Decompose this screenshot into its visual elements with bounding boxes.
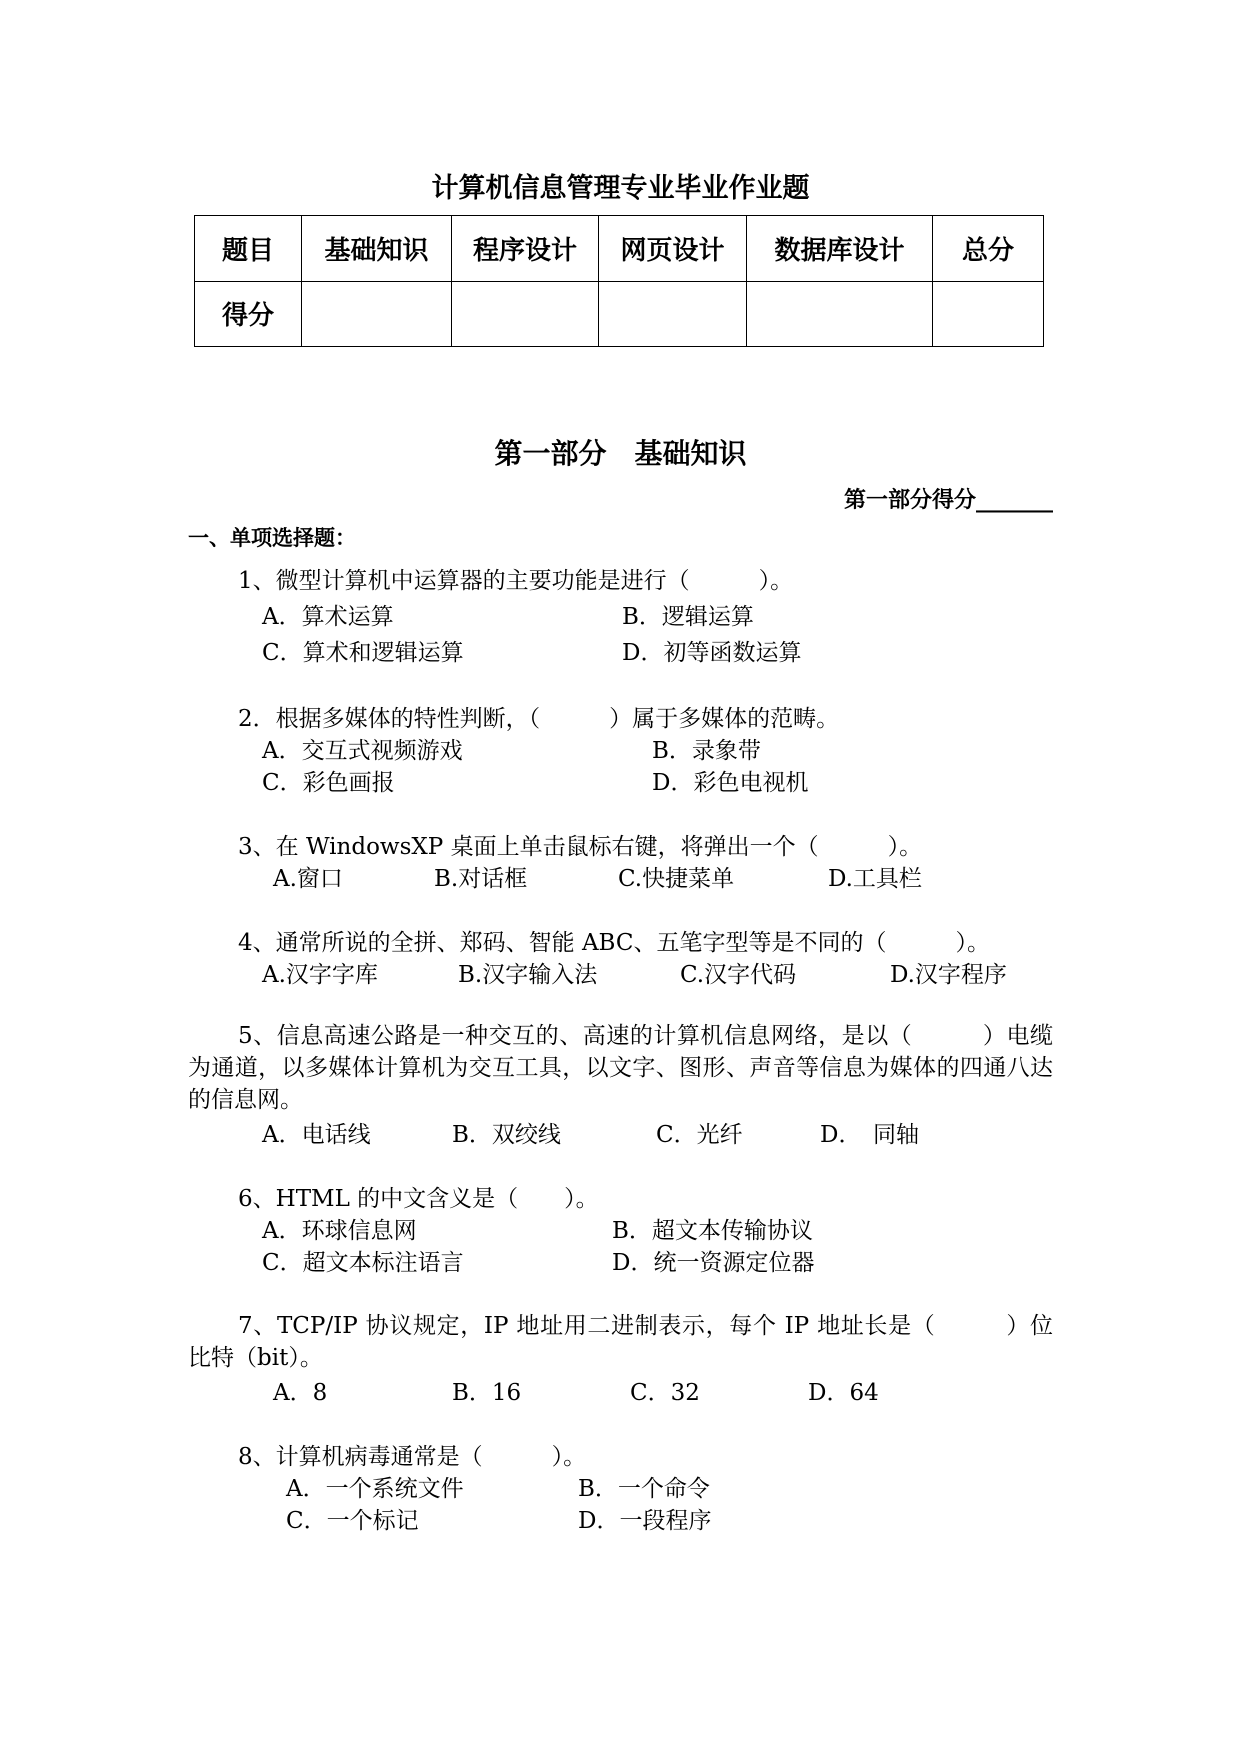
option-1c[interactable]: C．算术和逻辑运算 xyxy=(262,640,464,666)
part-title: 第一部分 基础知识 xyxy=(494,437,747,470)
option-5c[interactable]: C．光纤 xyxy=(656,1122,743,1148)
score-header-cell: 数据库设计 xyxy=(747,216,933,282)
option-6a[interactable]: A．环球信息网 xyxy=(262,1218,417,1244)
option-5b[interactable]: B．双绞线 xyxy=(452,1122,561,1148)
score-header-cell: 网页设计 xyxy=(599,216,747,282)
option-4b[interactable]: B.汉字输入法 xyxy=(458,962,598,988)
option-8a[interactable]: A．一个系统文件 xyxy=(286,1476,464,1502)
option-1a[interactable]: A．算术运算 xyxy=(262,604,394,630)
option-7b[interactable]: B．16 xyxy=(452,1380,522,1406)
score-header-cell: 总分 xyxy=(933,216,1044,282)
option-3a[interactable]: A.窗口 xyxy=(273,866,343,892)
option-3d[interactable]: D.工具栏 xyxy=(828,866,922,892)
score-cell[interactable] xyxy=(599,281,747,347)
score-cell[interactable] xyxy=(933,281,1044,347)
score-header-cell: 基础知识 xyxy=(302,216,452,282)
option-3b[interactable]: B.对话框 xyxy=(434,866,528,892)
score-cell[interactable] xyxy=(747,281,933,347)
option-8b[interactable]: B．一个命令 xyxy=(578,1476,710,1502)
question-4: 4、通常所说的全拼、郑码、智能 ABC、五笔字型等是不同的（ ）。 xyxy=(238,930,990,956)
question-3: 3、在 WindowsXP 桌面上单击鼠标右键，将弹出一个（ ）。 xyxy=(238,834,923,860)
option-4d[interactable]: D.汉字程序 xyxy=(890,962,1007,988)
question-5: 5、信息高速公路是一种交互的、高速的计算机信息网络，是以（ ）电缆为通道，以多媒体计算机为交互工具，以文字、图形、声音等信息为媒体的四通八达的信息网。 xyxy=(188,1023,1053,1113)
part-score-line: 第一部分得分_______ xyxy=(843,488,1053,513)
option-1b[interactable]: B．逻辑运算 xyxy=(622,604,754,630)
option-6c[interactable]: C．超文本标注语言 xyxy=(262,1250,464,1276)
option-1d[interactable]: D．初等函数运算 xyxy=(622,640,802,666)
score-table-header-row xyxy=(195,216,1044,282)
option-4c[interactable]: C.汉字代码 xyxy=(680,962,797,988)
option-2d[interactable]: D．彩色电视机 xyxy=(652,770,809,796)
option-2a[interactable]: A．交互式视频游戏 xyxy=(262,738,463,764)
score-table xyxy=(194,215,1044,347)
question-6: 6、HTML 的中文含义是（ ）。 xyxy=(238,1186,599,1212)
option-2b[interactable]: B．录象带 xyxy=(652,738,761,764)
question-1: 1、微型计算机中运算器的主要功能是进行（ ）。 xyxy=(238,568,794,594)
score-table-score-row xyxy=(195,281,1044,347)
option-8c[interactable]: C．一个标记 xyxy=(286,1508,419,1534)
question-2: 2．根据多媒体的特性判断，（ ）属于多媒体的范畴。 xyxy=(238,706,840,732)
option-8d[interactable]: D．一段程序 xyxy=(578,1508,712,1534)
score-header-cell: 题目 xyxy=(195,216,302,282)
option-7c[interactable]: C．32 xyxy=(630,1380,700,1406)
option-5d[interactable]: D． 同轴 xyxy=(820,1122,919,1148)
option-2c[interactable]: C．彩色画报 xyxy=(262,770,395,796)
question-8: 8、计算机病毒通常是（ ）。 xyxy=(238,1444,587,1470)
option-3c[interactable]: C.快捷菜单 xyxy=(618,866,735,892)
option-4a[interactable]: A.汉字字库 xyxy=(262,962,378,988)
document-title: 计算机信息管理专业毕业作业题 xyxy=(431,173,810,204)
score-cell[interactable] xyxy=(452,281,599,347)
question-7: 7、TCP/IP 协议规定，IP 地址用二进制表示，每个 IP 地址长是（ ）位比特（bit）。 xyxy=(188,1313,1053,1371)
score-header-cell: 程序设计 xyxy=(452,216,599,282)
option-7d[interactable]: D．64 xyxy=(808,1380,879,1406)
section-heading: 一、单项选择题： xyxy=(188,526,356,550)
score-cell[interactable] xyxy=(302,281,452,347)
option-6d[interactable]: D．统一资源定位器 xyxy=(612,1250,815,1276)
option-7a[interactable]: A．8 xyxy=(273,1380,328,1406)
score-row-label: 得分 xyxy=(195,281,302,347)
option-6b[interactable]: B．超文本传输协议 xyxy=(612,1218,813,1244)
option-5a[interactable]: A．电话线 xyxy=(262,1122,371,1148)
